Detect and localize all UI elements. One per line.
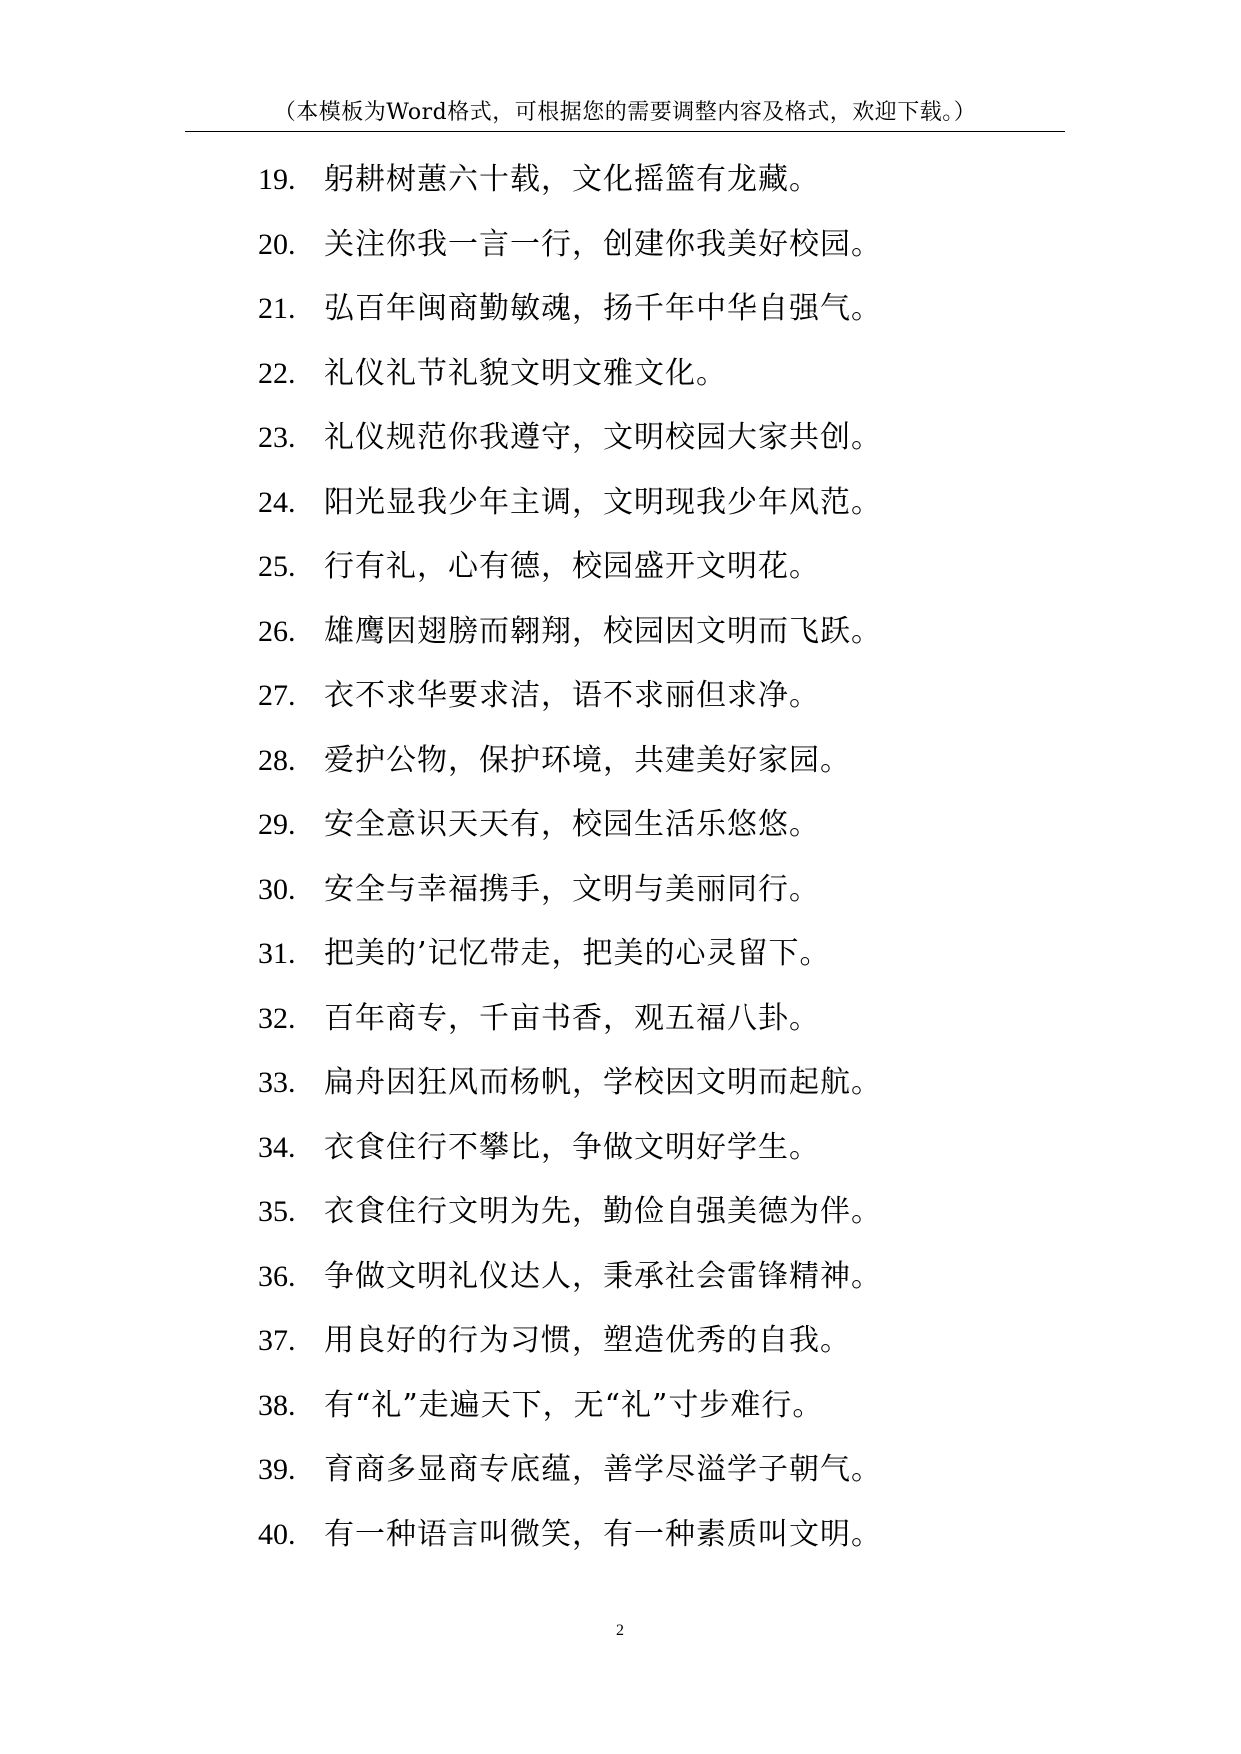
list-item [258, 1128, 882, 1193]
list-item-number: 38. [258, 1388, 296, 1422]
list-item [258, 483, 882, 548]
list-item [258, 1386, 882, 1451]
list-item-text: 用良好的行为习惯，塑造优秀的自我。 [324, 1323, 851, 1358]
list-item [258, 999, 882, 1064]
list-item-text: 衣食住行文明为先，勤俭自强美德为伴。 [324, 1194, 882, 1229]
list-item-text: 扁舟因狂风而杨帆，学校因文明而起航。 [324, 1065, 882, 1100]
list-item-number: 28. [258, 743, 296, 777]
list-item-number: 36. [258, 1259, 296, 1293]
list-item [258, 289, 882, 354]
list-item [258, 1192, 882, 1257]
list-item-text: 行有礼，心有德，校园盛开文明花。 [324, 549, 820, 584]
list-item-text: 有“礼”走遍天下，无“礼”寸步难行。 [324, 1387, 824, 1423]
list-item-number: 21. [258, 292, 296, 325]
list-item [258, 1063, 882, 1128]
list-item-text: 礼仪规范你我遵守，文明校园大家共创。 [324, 420, 882, 455]
list-item-number: 19. [258, 163, 296, 196]
list-item-number: 20. [258, 227, 296, 261]
list-item-text: 有一种语言叫微笑，有一种素质叫文明。 [324, 1516, 882, 1552]
list-item [258, 1515, 882, 1580]
list-item [258, 547, 882, 612]
slogan-list [258, 160, 882, 1579]
list-item [258, 741, 882, 806]
list-item-text: 礼仪礼节礼貌文明文雅文化。 [324, 355, 727, 391]
list-item [258, 870, 882, 935]
list-item-number: 40. [258, 1517, 296, 1551]
list-item-number: 33. [258, 1066, 296, 1099]
page-header: （本模板为Word格式，可根据您的需要调整内容及格式，欢迎下载。） [273, 100, 977, 125]
list-item [258, 160, 882, 225]
list-item [258, 354, 882, 419]
page-number: 2 [616, 1622, 624, 1639]
list-item [258, 418, 882, 483]
list-item-number: 30. [258, 872, 296, 906]
list-item [258, 1450, 882, 1515]
list-item-number: 26. [258, 614, 296, 648]
list-item-text: 百年商专，千亩书香，观五福八卦。 [324, 1000, 820, 1036]
list-item-number: 24. [258, 485, 296, 519]
list-item-number: 37. [258, 1324, 296, 1357]
list-item [258, 225, 882, 290]
list-item-text: 弘百年闽商勤敏魂，扬千年中华自强气。 [324, 291, 882, 326]
list-item-number: 25. [258, 550, 296, 583]
list-item-number: 31. [258, 937, 296, 970]
list-item-number: 23. [258, 421, 296, 454]
list-item-text: 育商多显商专底蕴，善学尽溢学子朝气。 [324, 1452, 882, 1487]
list-item [258, 676, 882, 741]
list-item-text: 安全与幸福携手，文明与美丽同行。 [324, 871, 820, 907]
list-item [258, 934, 882, 999]
list-item-text: 衣食住行不攀比，争做文明好学生。 [324, 1129, 820, 1165]
list-item-text: 争做文明礼仪达人，秉承社会雷锋精神。 [324, 1258, 882, 1294]
list-item-text: 把美的’记忆带走，把美的心灵留下。 [324, 936, 831, 971]
list-item-text: 衣不求华要求洁，语不求丽但求净。 [324, 678, 820, 713]
list-item-text: 爱护公物，保护环境，共建美好家园。 [324, 742, 851, 778]
list-item-number: 32. [258, 1001, 296, 1035]
list-item-text: 躬耕树蕙六十载，文化摇篮有龙藏。 [324, 162, 820, 197]
list-item-text: 雄鹰因翅膀而翱翔，校园因文明而飞跃。 [324, 613, 882, 649]
list-item [258, 1257, 882, 1322]
list-item-text: 安全意识天天有，校园生活乐悠悠。 [324, 807, 820, 842]
list-item-number: 35. [258, 1195, 296, 1228]
list-item-number: 29. [258, 808, 296, 841]
list-item-number: 39. [258, 1453, 296, 1486]
list-item [258, 612, 882, 677]
list-item-number: 22. [258, 356, 296, 390]
list-item [258, 1321, 882, 1386]
list-item-text: 阳光显我少年主调，文明现我少年风范。 [324, 484, 882, 520]
list-item [258, 805, 882, 870]
list-item-number: 34. [258, 1130, 296, 1164]
header-divider [185, 131, 1065, 132]
list-item-number: 27. [258, 679, 296, 712]
list-item-text: 关注你我一言一行，创建你我美好校园。 [324, 226, 882, 262]
